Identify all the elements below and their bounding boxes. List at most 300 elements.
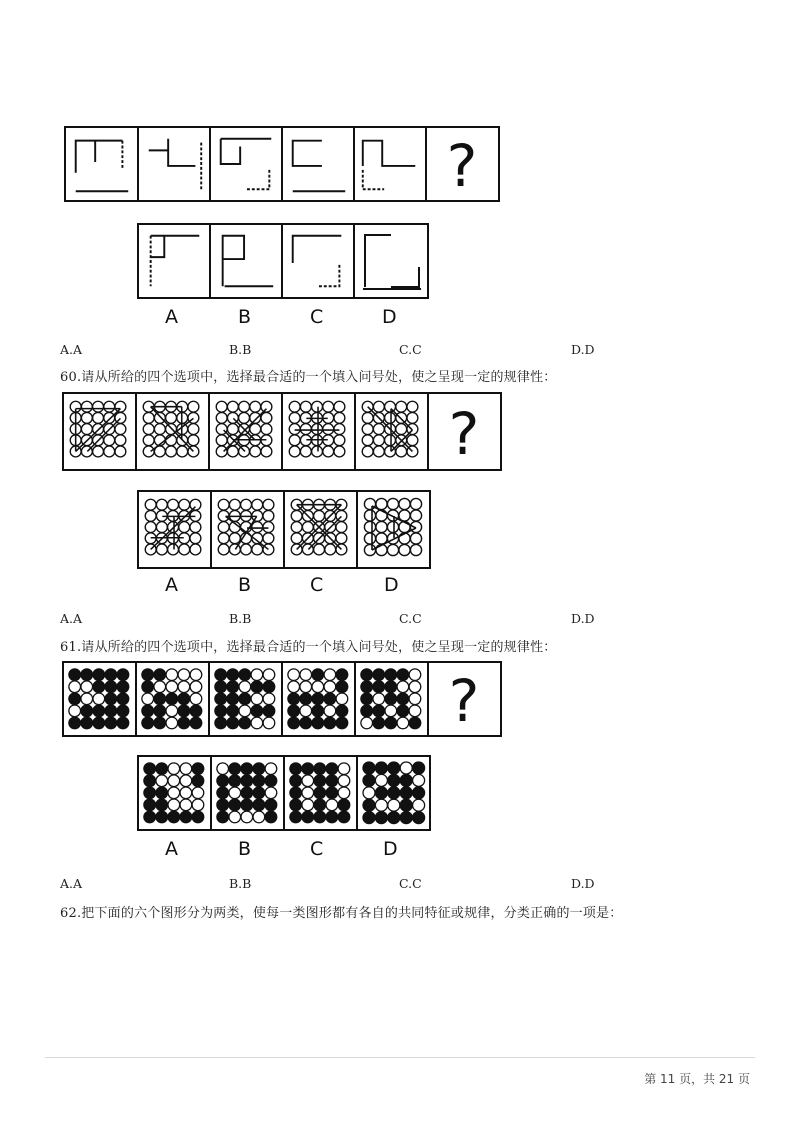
grid-circle — [261, 446, 272, 457]
white-dot — [361, 717, 373, 729]
grid-circle — [190, 533, 201, 544]
black-dot — [81, 669, 93, 681]
q60-option-c-figure[interactable] — [285, 492, 358, 567]
grid-circle — [362, 412, 373, 423]
white-dot — [409, 693, 421, 705]
grid-circle — [190, 522, 201, 533]
q59-figure-5 — [355, 128, 427, 200]
black-dot — [397, 669, 409, 681]
q59-figure-4 — [283, 128, 355, 200]
grid-circle — [143, 412, 154, 423]
grid-circle — [156, 499, 167, 510]
black-dot — [361, 705, 373, 717]
q61-choice-c[interactable]: C.C — [399, 876, 422, 891]
grid-circle — [396, 401, 407, 412]
black-dot — [215, 693, 227, 705]
black-dot — [227, 717, 239, 729]
black-dot — [373, 717, 385, 729]
grid-circle — [227, 424, 238, 435]
grid-circle — [252, 522, 263, 533]
black-dot — [154, 705, 166, 717]
grid-circle — [325, 544, 336, 555]
white-dot — [178, 669, 190, 681]
black-dot — [314, 775, 326, 787]
grid-circle — [190, 499, 201, 510]
black-dot — [338, 799, 350, 811]
grid-circle — [385, 435, 396, 446]
white-dot — [166, 669, 178, 681]
black-dot — [227, 669, 239, 681]
grid-circle — [387, 498, 398, 509]
q59-option-b-figure[interactable] — [211, 225, 283, 297]
black-dot — [302, 811, 314, 823]
grid-circle — [312, 424, 323, 435]
white-dot — [363, 787, 375, 799]
grid-circle — [364, 510, 375, 521]
white-dot — [166, 681, 178, 693]
black-dot — [326, 775, 338, 787]
grid-circle — [334, 401, 345, 412]
white-dot — [251, 693, 263, 705]
black-dot — [144, 799, 156, 811]
grid-circle — [241, 499, 252, 510]
grid-circle — [336, 533, 347, 544]
black-dot — [326, 763, 338, 775]
grid-circle — [334, 412, 345, 423]
grid-circle — [218, 522, 229, 533]
black-dot — [229, 763, 241, 775]
grid-circle — [289, 424, 300, 435]
black-dot — [253, 763, 265, 775]
white-dot — [375, 774, 387, 786]
white-dot — [168, 799, 180, 811]
black-dot — [117, 717, 129, 729]
white-dot — [300, 681, 312, 693]
black-dot — [215, 717, 227, 729]
white-dot — [263, 693, 275, 705]
grid-circle — [179, 499, 190, 510]
grid-circle — [188, 435, 199, 446]
black-dot — [93, 669, 105, 681]
black-dot — [117, 681, 129, 693]
black-dot — [290, 787, 302, 799]
grid-circle — [81, 412, 92, 423]
white-dot — [168, 763, 180, 775]
grid-circle — [190, 544, 201, 555]
black-dot — [105, 705, 117, 717]
q61-question-text: 61.请从所给的四个选项中，选择最合适的一个填入问号处，使之呈现一定的规律性： — [60, 640, 557, 655]
q61-label-b: B — [238, 838, 252, 860]
white-dot — [375, 799, 387, 811]
grid-circle — [145, 522, 156, 533]
grid-circle — [239, 412, 250, 423]
white-dot — [180, 787, 192, 799]
black-dot — [265, 811, 277, 823]
grid-circle — [387, 521, 398, 532]
white-dot — [324, 681, 336, 693]
q59-label-d: D — [382, 306, 397, 328]
grid-circle — [312, 446, 323, 457]
white-dot — [168, 787, 180, 799]
q61-option-c-figure[interactable] — [285, 757, 358, 829]
grid-circle — [166, 446, 177, 457]
black-dot — [388, 787, 400, 799]
black-dot — [388, 774, 400, 786]
q61-question-cell — [429, 663, 500, 735]
black-dot — [239, 693, 251, 705]
black-dot — [192, 763, 204, 775]
q59-question-mark: ? — [446, 132, 478, 200]
black-dot — [190, 717, 202, 729]
black-dot — [81, 705, 93, 717]
black-dot — [336, 669, 348, 681]
q60-choice-a[interactable]: A.A — [60, 611, 83, 626]
white-dot — [409, 705, 421, 717]
grid-circle — [289, 435, 300, 446]
grid-circle — [364, 533, 375, 544]
white-dot — [229, 811, 241, 823]
q61-figure-1 — [64, 663, 137, 735]
grid-circle — [168, 499, 179, 510]
grid-circle — [289, 412, 300, 423]
grid-circle — [93, 446, 104, 457]
black-dot — [288, 705, 300, 717]
black-dot — [290, 799, 302, 811]
grid-circle — [156, 522, 167, 533]
grid-circle — [218, 499, 229, 510]
grid-circle — [300, 401, 311, 412]
grid-circle — [168, 544, 179, 555]
q61-label-a: A — [165, 838, 178, 860]
black-dot — [142, 705, 154, 717]
black-dot — [156, 811, 168, 823]
white-dot — [265, 787, 277, 799]
q59-figure-3 — [211, 128, 283, 200]
grid-circle — [410, 498, 421, 509]
white-dot — [190, 681, 202, 693]
grid-circle — [216, 401, 227, 412]
grid-circle — [229, 499, 240, 510]
grid-circle — [300, 424, 311, 435]
q61-option-d-figure[interactable] — [358, 757, 429, 829]
q60-label-d: D — [384, 574, 399, 596]
grid-circle — [399, 498, 410, 509]
black-dot — [144, 763, 156, 775]
white-dot — [190, 669, 202, 681]
q60-question-strip — [62, 392, 502, 471]
grid-circle — [387, 544, 398, 555]
black-dot — [290, 763, 302, 775]
white-dot — [180, 775, 192, 787]
black-dot — [180, 811, 192, 823]
white-dot — [156, 775, 168, 787]
grid-circle — [261, 424, 272, 435]
black-dot — [190, 705, 202, 717]
white-dot — [166, 705, 178, 717]
grid-circle — [336, 522, 347, 533]
grid-circle — [314, 544, 325, 555]
grid-circle — [261, 412, 272, 423]
black-dot — [361, 681, 373, 693]
black-dot — [178, 717, 190, 729]
white-dot — [409, 669, 421, 681]
q60-figure-5 — [356, 394, 429, 469]
grid-circle — [373, 424, 384, 435]
black-dot — [117, 693, 129, 705]
q60-option-a-figure[interactable] — [139, 492, 212, 567]
grid-circle — [179, 522, 190, 533]
grid-circle — [291, 510, 302, 521]
grid-circle — [115, 401, 126, 412]
grid-circle — [362, 435, 373, 446]
white-dot — [180, 799, 192, 811]
white-dot — [192, 787, 204, 799]
q59-question-strip — [64, 126, 500, 202]
black-dot — [217, 775, 229, 787]
q59-option-a-figure[interactable] — [139, 225, 211, 297]
black-dot — [105, 669, 117, 681]
black-dot — [338, 811, 350, 823]
black-dot — [288, 717, 300, 729]
black-dot — [326, 787, 338, 799]
grid-circle — [239, 401, 250, 412]
black-dot — [154, 669, 166, 681]
grid-circle — [291, 533, 302, 544]
black-dot — [168, 811, 180, 823]
black-dot — [400, 787, 412, 799]
q59-choice-b[interactable]: B.B — [229, 342, 252, 357]
grid-circle — [216, 435, 227, 446]
black-dot — [263, 705, 275, 717]
grid-circle — [387, 533, 398, 544]
grid-circle — [216, 412, 227, 423]
q61-choice-d[interactable]: D.D — [571, 876, 595, 891]
white-dot — [251, 717, 263, 729]
grid-circle — [218, 544, 229, 555]
black-dot — [388, 762, 400, 774]
grid-circle — [334, 446, 345, 457]
q61-question-mark: ? — [448, 667, 480, 735]
q60-choice-c[interactable]: C.C — [399, 611, 422, 626]
q60-question-text: 60.请从所给的四个选项中，选择最合适的一个填入问号处，使之呈现一定的规律性： — [60, 370, 557, 385]
q59-option-d-figure[interactable] — [355, 225, 427, 297]
grid-circle — [289, 446, 300, 457]
black-dot — [312, 669, 324, 681]
q61-choice-b[interactable]: B.B — [229, 876, 252, 891]
white-dot — [338, 787, 350, 799]
white-dot — [69, 681, 81, 693]
grid-circle — [373, 446, 384, 457]
black-dot — [69, 693, 81, 705]
black-dot — [192, 811, 204, 823]
grid-circle — [263, 522, 274, 533]
black-dot — [413, 762, 425, 774]
black-dot — [314, 763, 326, 775]
white-dot — [178, 681, 190, 693]
grid-circle — [407, 401, 418, 412]
q59-choice-d[interactable]: D.D — [571, 342, 595, 357]
black-dot — [253, 775, 265, 787]
white-dot — [190, 693, 202, 705]
black-dot — [400, 799, 412, 811]
black-dot — [290, 775, 302, 787]
white-dot — [385, 705, 397, 717]
grid-circle — [410, 510, 421, 521]
q60-figure-2 — [137, 394, 210, 469]
q59-figure-2 — [139, 128, 211, 200]
black-dot — [241, 799, 253, 811]
black-dot — [93, 681, 105, 693]
q60-choice-b[interactable]: B.B — [229, 611, 252, 626]
grid-circle — [291, 522, 302, 533]
white-dot — [388, 799, 400, 811]
grid-circle — [263, 533, 274, 544]
black-dot — [156, 763, 168, 775]
black-dot — [314, 787, 326, 799]
black-dot — [93, 717, 105, 729]
grid-circle — [143, 424, 154, 435]
black-dot — [241, 787, 253, 799]
black-dot — [288, 693, 300, 705]
white-dot — [81, 693, 93, 705]
q60-choice-d[interactable]: D.D — [571, 611, 595, 626]
q60-question-cell — [429, 394, 500, 469]
black-dot — [363, 774, 375, 786]
grid-circle — [143, 435, 154, 446]
white-dot — [168, 775, 180, 787]
grid-circle — [81, 401, 92, 412]
black-dot — [326, 811, 338, 823]
grid-circle — [104, 435, 115, 446]
black-dot — [397, 693, 409, 705]
black-dot — [413, 812, 425, 824]
q60-figure-1 — [64, 394, 137, 469]
q60-option-d-figure[interactable] — [358, 492, 429, 567]
grid-circle — [252, 544, 263, 555]
white-dot — [217, 763, 229, 775]
q59-figure-1 — [66, 128, 139, 200]
grid-circle — [154, 424, 165, 435]
black-dot — [385, 717, 397, 729]
white-dot — [302, 799, 314, 811]
grid-circle — [227, 401, 238, 412]
black-dot — [117, 669, 129, 681]
grid-circle — [373, 435, 384, 446]
grid-circle — [154, 412, 165, 423]
white-dot — [142, 693, 154, 705]
grid-circle — [323, 401, 334, 412]
q62-question-text: 62.把下面的六个图形分为两类，使每一类图形都有各自的共同特征或规律，分类正确的一项是： — [60, 906, 623, 921]
black-dot — [314, 799, 326, 811]
black-dot — [385, 669, 397, 681]
white-dot — [336, 693, 348, 705]
black-dot — [227, 693, 239, 705]
grid-circle — [104, 446, 115, 457]
white-dot — [324, 705, 336, 717]
q60-option-b-figure[interactable] — [212, 492, 285, 567]
black-dot — [156, 799, 168, 811]
grid-circle — [334, 435, 345, 446]
black-dot — [312, 705, 324, 717]
black-dot — [336, 717, 348, 729]
grid-circle — [364, 544, 375, 555]
grid-circle — [312, 401, 323, 412]
black-dot — [265, 775, 277, 787]
white-dot — [302, 775, 314, 787]
black-dot — [265, 799, 277, 811]
grid-circle — [104, 412, 115, 423]
black-dot — [192, 775, 204, 787]
q61-option-a-figure[interactable] — [139, 757, 212, 829]
black-dot — [215, 705, 227, 717]
black-dot — [312, 717, 324, 729]
grid-circle — [250, 412, 261, 423]
black-dot — [215, 681, 227, 693]
grid-circle — [166, 412, 177, 423]
black-dot — [253, 787, 265, 799]
q59-choice-c[interactable]: C.C — [399, 342, 422, 357]
q60-label-a: A — [165, 574, 178, 596]
q59-option-c-figure[interactable] — [283, 225, 355, 297]
black-dot — [373, 669, 385, 681]
black-dot — [144, 775, 156, 787]
grid-circle — [250, 401, 261, 412]
grid-circle — [104, 401, 115, 412]
grid-circle — [93, 412, 104, 423]
black-dot — [251, 681, 263, 693]
black-dot — [239, 717, 251, 729]
white-dot — [239, 705, 251, 717]
black-dot — [324, 693, 336, 705]
q61-choice-a[interactable]: A.A — [60, 876, 83, 891]
grid-circle — [407, 412, 418, 423]
white-dot — [251, 669, 263, 681]
q61-option-b-figure[interactable] — [212, 757, 285, 829]
black-dot — [300, 693, 312, 705]
black-dot — [312, 693, 324, 705]
white-dot — [180, 763, 192, 775]
grid-circle — [145, 510, 156, 521]
q59-choice-a[interactable]: A.A — [60, 342, 83, 357]
white-dot — [300, 705, 312, 717]
q59-label-b: B — [238, 306, 252, 328]
black-dot — [397, 705, 409, 717]
grid-circle — [364, 498, 375, 509]
grid-circle — [115, 424, 126, 435]
white-dot — [300, 669, 312, 681]
white-dot — [192, 799, 204, 811]
q61-label-d: D — [383, 838, 398, 860]
white-dot — [154, 681, 166, 693]
black-dot — [361, 693, 373, 705]
grid-circle — [364, 521, 375, 532]
white-dot — [166, 717, 178, 729]
black-dot — [178, 693, 190, 705]
grid-circle — [252, 499, 263, 510]
black-dot — [166, 693, 178, 705]
white-dot — [93, 693, 105, 705]
q59-question-cell — [427, 128, 498, 200]
black-dot — [375, 787, 387, 799]
q61-figure-2 — [137, 663, 210, 735]
black-dot — [142, 669, 154, 681]
black-dot — [400, 774, 412, 786]
q60-options-strip — [137, 490, 431, 569]
black-dot — [302, 763, 314, 775]
grid-circle — [115, 435, 126, 446]
black-dot — [363, 812, 375, 824]
black-dot — [215, 669, 227, 681]
